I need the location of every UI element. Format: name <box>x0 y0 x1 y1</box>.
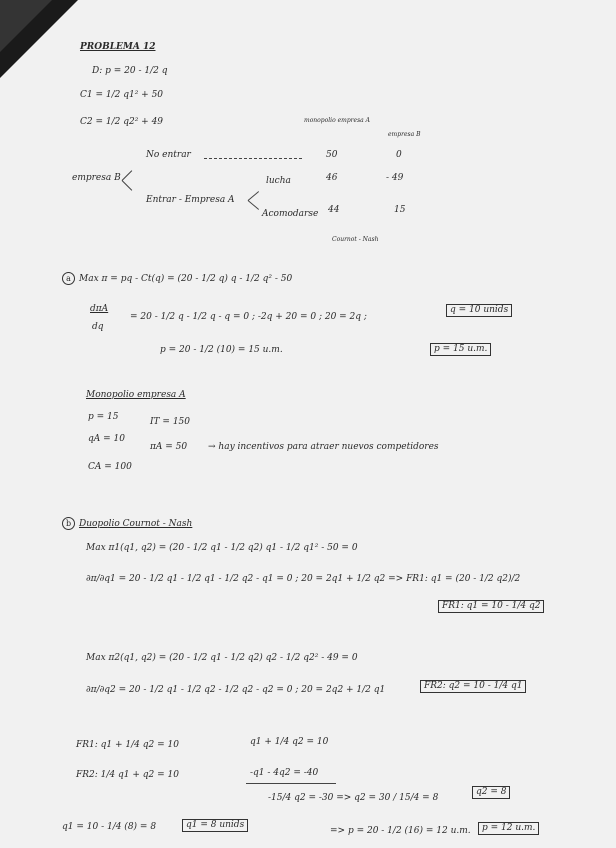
system-solution: -15/4 q2 = -30 => q2 = 30 / 15/4 = 8 <box>268 793 439 803</box>
tree-root: empresa B <box>72 173 121 183</box>
part-a-line1 <box>62 272 292 285</box>
part-b-heading-line <box>62 517 192 530</box>
tree-row2-b: - 49 <box>386 173 404 183</box>
part-a-price: p = 20 - 1/2 (10) = 15 u.m. <box>160 345 283 355</box>
tree-col-a-header: monopolio empresa A <box>304 117 370 124</box>
tree-branch-a-down <box>248 200 259 210</box>
system-eq1: q1 + 1/4 q2 = 10 <box>250 737 329 747</box>
cost-function-1: C1 = 1/2 q1² + 50 <box>80 90 164 100</box>
tree-branch-up <box>122 170 133 181</box>
part-b-foc2: ∂π/∂q2 = 20 - 1/2 q1 - 1/2 q2 - 1/2 q2 - q2 = 0 ; 20 = 2q2 + 1/2 q1 <box>86 685 386 695</box>
result-p: p = 12 u.m. <box>478 822 539 835</box>
part-a-deriv-den: dq <box>92 322 104 332</box>
tree-foot-note: Cournot - Nash <box>332 236 379 243</box>
tree-branch-a-up <box>248 191 259 201</box>
part-a-result-q: q = 10 unids <box>446 304 512 317</box>
monopolio-c: CA = 100 <box>88 462 132 472</box>
part-a-result-p: p = 15 u.m. <box>430 343 491 356</box>
part-a-foc: = 20 - 1/2 q - 1/2 q - q = 0 ; -2q + 20 = 0 ; 20 = 2q ; <box>130 312 367 322</box>
monopolio-it: IT = 150 <box>150 417 190 427</box>
folded-corner-highlight <box>0 0 52 52</box>
system-fr1: FR1: q1 + 1/4 q2 = 10 <box>76 740 179 750</box>
tree-dash-line <box>204 158 302 159</box>
part-b-max2: Max π2(q1, q2) = (20 - 1/2 q1 - 1/2 q2) q2 - 1/2 q2² - 49 = 0 <box>86 653 358 663</box>
tree-row1-b: 0 <box>396 150 402 160</box>
result-q1: q1 = 8 unids <box>182 819 248 832</box>
monopolio-pi: πA = 50 <box>150 442 188 452</box>
tree-row3-a: 44 <box>328 205 340 215</box>
part-b-max1: Max π1(q1, q2) = (20 - 1/2 q1 - 1/2 q2) q1 - 1/2 q1² - 50 = 0 <box>86 543 358 553</box>
system-fr2: FR2: 1/4 q1 + q2 = 10 <box>76 770 179 780</box>
tree-no-entrar: No entrar <box>146 150 191 160</box>
tree-row3-b: 15 <box>394 205 406 215</box>
part-b-heading: Duopolio Cournot - Nash <box>79 519 193 529</box>
part-a-max-profit: Max π = pq - Ct(q) = (20 - 1/2 q) q - 1/2 q² - 50 <box>79 274 293 284</box>
problem-title: PROBLEMA 12 <box>80 42 156 52</box>
tree-row1-a: 50 <box>326 150 338 160</box>
part-b-foc1: ∂π/∂q1 = 20 - 1/2 q1 - 1/2 q1 - 1/2 q2 - q1 = 0 ; 20 = 2q1 + 1/2 q2 => FR1: q1 = (20 - 1/2 q2)/2 <box>86 574 521 584</box>
result-q2: q2 = 8 <box>472 786 510 799</box>
tree-col-b-header: empresa B <box>388 131 421 138</box>
system-sum-line <box>246 783 336 784</box>
tree-row2-a: 46 <box>326 173 338 183</box>
monopolio-heading: Monopolio empresa A <box>86 390 186 400</box>
price-calc: => p = 20 - 1/2 (16) = 12 u.m. <box>330 826 471 836</box>
part-b-fr2: FR2: q2 = 10 - 1/4 q1 <box>420 680 526 693</box>
cost-function-2: C2 = 1/2 q2² + 49 <box>80 117 164 127</box>
tree-entrar: Entrar - Empresa A <box>146 195 235 205</box>
monopolio-q: qA = 10 <box>88 434 125 444</box>
tree-branch-down <box>122 180 133 191</box>
part-b-fr1: FR1: q1 = 10 - 1/4 q2 <box>438 600 544 613</box>
system-eq2: -q1 - 4q2 = -40 <box>250 768 319 778</box>
tree-acomodarse: Acomodarse <box>262 209 319 219</box>
part-b-label: b <box>62 517 75 530</box>
monopolio-note: → hay incentivos para atraer nuevos competidores <box>208 442 439 452</box>
tree-lucha: lucha <box>266 176 291 186</box>
part-a-deriv-num: dπA <box>90 304 109 314</box>
q1-calc: q1 = 10 - 1/4 (8) = 8 <box>62 822 157 832</box>
monopolio-p: p = 15 <box>88 412 119 422</box>
demand-equation: D: p = 20 - 1/2 q <box>92 66 168 76</box>
part-a-label: a <box>62 272 75 285</box>
